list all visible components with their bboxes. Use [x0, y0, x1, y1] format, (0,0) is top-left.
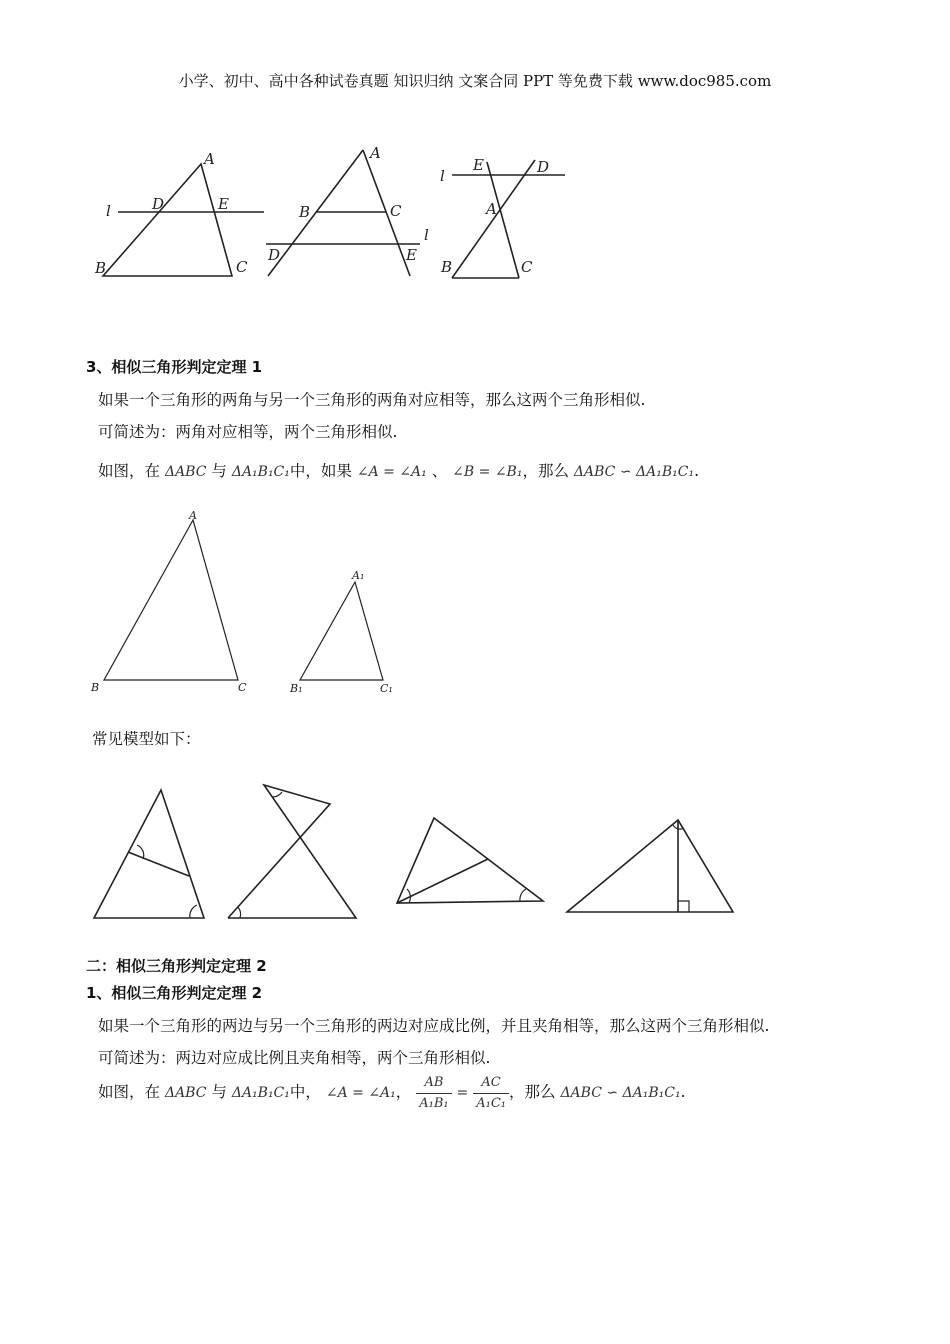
model2-angle-mark — [238, 907, 241, 918]
fig3-label-e: E — [473, 156, 484, 174]
model3-angle-mark-2 — [520, 889, 526, 901]
two-p3-tri1: ΔABC — [164, 1085, 207, 1101]
fig2-line-ad — [268, 150, 363, 276]
section-two-p3 — [98, 1072, 686, 1114]
model3-angle-mark — [407, 889, 410, 903]
section3-p3 — [98, 459, 699, 481]
two-p3-end: . — [680, 1083, 686, 1101]
fig1-label-d: D — [152, 195, 165, 213]
model1-inner-line — [128, 852, 189, 876]
p3-and: 与 — [211, 462, 227, 480]
section-two-heading: 二：相似三角形判定定理 2 — [86, 957, 267, 975]
section-two-p2: 可简述为：两边对应成比例且夹角相等，两个三角形相似. — [98, 1049, 491, 1067]
model4-triangle — [567, 820, 733, 912]
tri-big-label-c: C — [238, 681, 247, 694]
fig2-label-d: D — [268, 246, 281, 264]
two-p3-cond1: ∠A = ∠A₁ — [325, 1085, 396, 1101]
frac1-denominator: A₁B₁ — [419, 1095, 449, 1111]
fig3-label-b: B — [441, 258, 453, 276]
fraction-ac-over-a1c1 — [473, 1073, 509, 1114]
model4-right-angle-mark — [678, 901, 689, 912]
model1-angle-mark-2 — [190, 905, 197, 918]
fig2-line-ae — [363, 150, 410, 276]
frac2-denominator: A₁C₁ — [476, 1095, 506, 1111]
p3-tri2: ΔA₁B₁C₁ — [231, 464, 290, 480]
similar-triangles-figure — [0, 500, 950, 710]
two-p3-mid: 中， — [289, 1083, 321, 1101]
p3-then: ，那么 — [522, 462, 569, 480]
fig2-label-b: B — [299, 203, 311, 221]
p3-end: . — [694, 462, 700, 480]
tri-big-label-a: A — [189, 509, 197, 522]
model2-shape — [228, 785, 356, 918]
two-p3-conclusion: ΔABC ∽ ΔA₁B₁C₁ — [560, 1085, 681, 1101]
model2-angle-mark-2 — [272, 792, 282, 797]
page-header: 小学、初中、高中各种试卷真题 知识归纳 文案合同 PPT 等免费下载 www.doc985.com — [178, 72, 772, 90]
p3-sep: 、 — [431, 462, 448, 480]
fig2-label-c: C — [390, 202, 402, 220]
fig1-label-a: A — [204, 150, 215, 168]
fig2-label-a: A — [370, 144, 381, 162]
p3-mid: 中，如果 — [289, 462, 352, 480]
tri-small-label-a: A₁ — [352, 569, 365, 582]
figure-3 — [452, 160, 565, 278]
equals-sign: = — [456, 1085, 469, 1101]
tri-small-label-b: B₁ — [290, 682, 303, 695]
fig1-label-c: C — [236, 258, 248, 276]
section-two-p1: 如果一个三角形的两边与另一个三角形的两边对应成比例，并且夹角相等，那么这两个三角形相似. — [98, 1017, 770, 1035]
triangle-abc — [104, 520, 238, 680]
section3-heading: 3、相似三角形判定定理 1 — [86, 358, 263, 376]
two-p3-and: 与 — [211, 1083, 227, 1101]
models-label: 常见模型如下： — [92, 730, 201, 748]
p3-prefix: 如图，在 — [98, 462, 161, 480]
model-1 — [94, 790, 204, 918]
triangle-a1b1c1 — [300, 582, 383, 680]
fig3-label-c: C — [521, 258, 533, 276]
fig1-label-b: B — [95, 259, 107, 277]
fraction-ab-over-a1b1 — [416, 1073, 451, 1114]
fig3-label-l: l — [440, 167, 445, 185]
fig2-label-l: l — [424, 226, 429, 244]
two-p3-comma: ， — [395, 1083, 412, 1101]
two-p3-tri2: ΔA₁B₁C₁ — [231, 1085, 290, 1101]
tri-big-label-b: B — [91, 681, 100, 694]
fig3-label-d: D — [537, 158, 550, 176]
tri-small-label-c: C₁ — [380, 682, 393, 695]
model3-triangle — [397, 818, 543, 903]
model-4 — [567, 820, 733, 912]
two-p3-then: ，那么 — [508, 1083, 556, 1101]
section3-p1: 如果一个三角形的两角与另一个三角形的两角对应相等，那么这两个三角形相似. — [98, 391, 646, 409]
fig3-label-a: A — [486, 200, 497, 218]
fig1-label-e: E — [218, 195, 229, 213]
model1-triangle — [94, 790, 204, 918]
model-3 — [397, 818, 543, 903]
p3-conclusion: ΔABC ∽ ΔA₁B₁C₁ — [573, 464, 695, 480]
top-figures — [0, 0, 950, 330]
p3-cond2: ∠B = ∠B₁ — [452, 464, 523, 480]
common-models-figure — [0, 770, 950, 940]
p3-cond1: ∠A = ∠A₁ — [356, 464, 427, 480]
fig3-line-ec — [487, 162, 519, 278]
section3-p2: 可简述为：两角对应相等，两个三角形相似. — [98, 423, 398, 441]
model-2 — [228, 785, 356, 918]
fig1-label-l: l — [106, 202, 111, 220]
frac2-numerator: AC — [473, 1073, 509, 1094]
frac1-numerator: AB — [416, 1073, 451, 1094]
fig2-label-e: E — [406, 246, 417, 264]
two-p3-prefix: 如图，在 — [98, 1083, 161, 1101]
fig1-triangle — [103, 164, 232, 276]
section-two-subheading: 1、相似三角形判定定理 2 — [86, 984, 263, 1002]
p3-tri1: ΔABC — [164, 464, 207, 480]
